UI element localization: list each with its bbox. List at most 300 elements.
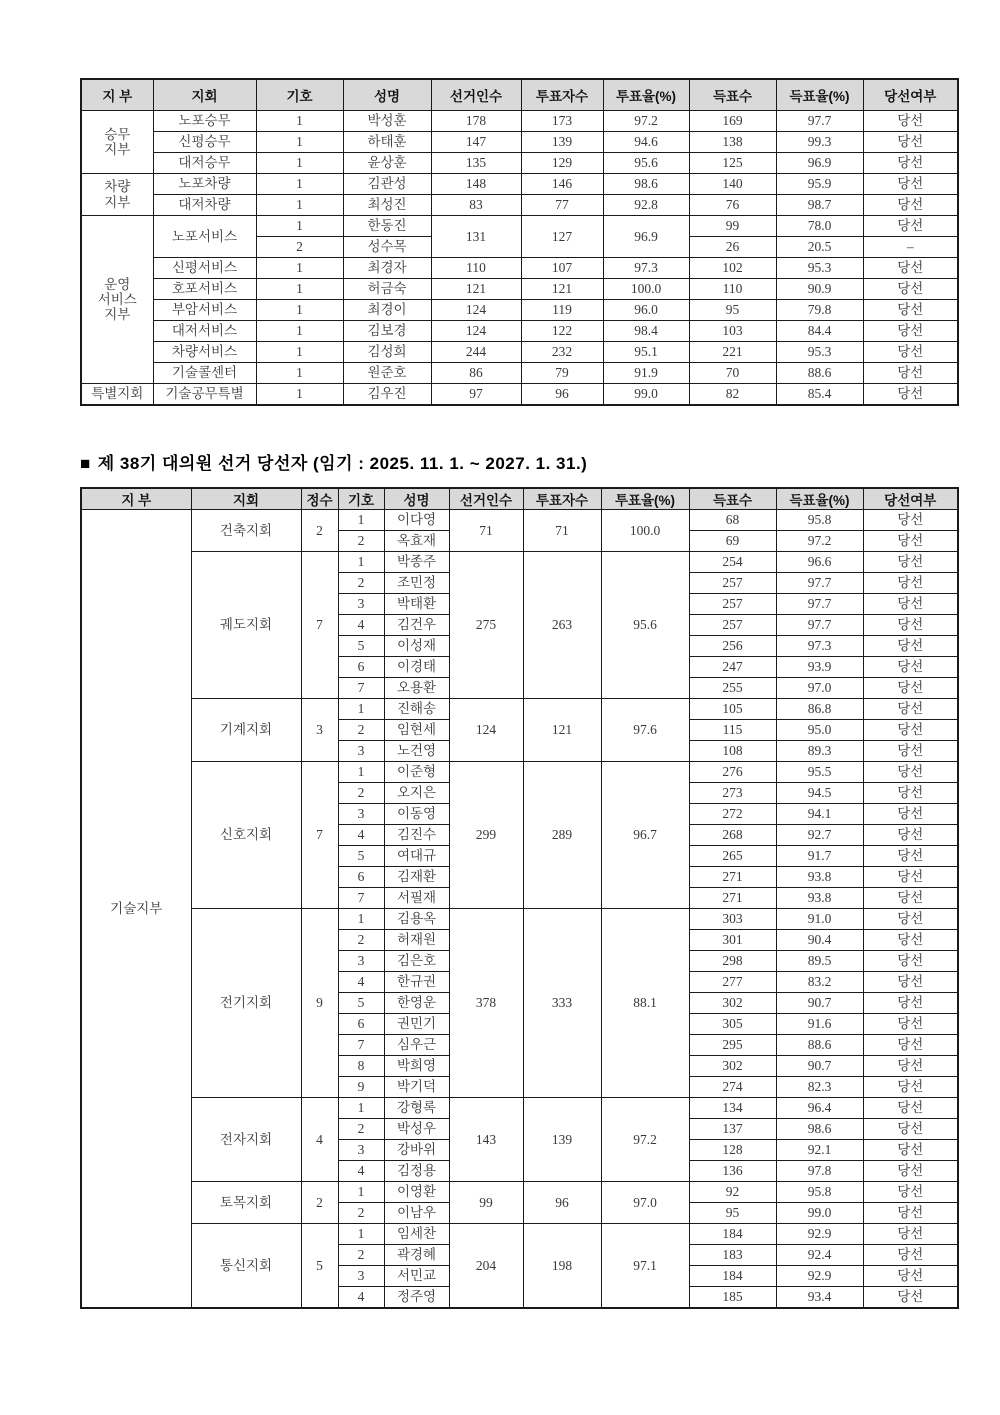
table-cell: 당선: [863, 594, 958, 615]
table-cell: 95.6: [603, 153, 689, 174]
table-cell: 79: [521, 363, 603, 384]
table-cell: 97: [431, 384, 521, 406]
table-header: [81, 488, 958, 510]
table-cell: 131: [431, 216, 521, 258]
table-cell: 박종주: [384, 552, 449, 573]
table-cell: 92.4: [776, 1245, 863, 1266]
table-cell: 당선: [863, 1035, 958, 1056]
table-cell: 295: [689, 1035, 776, 1056]
table-cell: 윤상훈: [343, 153, 431, 174]
table-cell: 71: [449, 510, 523, 552]
table-cell: 138: [689, 132, 776, 153]
table-cell: 96: [521, 384, 603, 406]
table-cell: 박기덕: [384, 1077, 449, 1098]
table-cell: 71: [523, 510, 601, 552]
table-cell: 98.4: [603, 321, 689, 342]
table-cell: 96.0: [603, 300, 689, 321]
table-cell: 129: [521, 153, 603, 174]
table-cell: 당선: [863, 531, 958, 552]
table-cell: 97.0: [601, 1182, 689, 1224]
table-cell: 2: [256, 237, 343, 258]
table-cell: 당선: [863, 195, 958, 216]
header-row: [81, 79, 958, 111]
table-cell: 김관성: [343, 174, 431, 195]
table-cell: 당선: [863, 1056, 958, 1077]
table-cell: 333: [523, 909, 601, 1098]
table-cell: 당선: [863, 804, 958, 825]
table-cell: 92.9: [776, 1266, 863, 1287]
table-cell: 조민정: [384, 573, 449, 594]
table-row: [81, 1098, 958, 1119]
table-cell: 당선: [863, 1266, 958, 1287]
table-cell: 82.3: [776, 1077, 863, 1098]
table-cell: 68: [689, 510, 776, 531]
table-cell: 103: [689, 321, 776, 342]
table-cell: 당선: [863, 174, 958, 195]
table-cell: 2: [338, 930, 384, 951]
table-cell: 1: [338, 510, 384, 531]
table-cell: 당선: [863, 846, 958, 867]
section-title: [80, 449, 960, 474]
table-cell: 99.3: [776, 132, 863, 153]
table-cell: 6: [338, 867, 384, 888]
table-cell: 88.6: [776, 363, 863, 384]
table-cell: 4: [338, 825, 384, 846]
table-cell: 전기지회: [191, 909, 301, 1098]
table-cell: 128: [689, 1140, 776, 1161]
table-cell: 당선: [863, 1182, 958, 1203]
table-cell: 당선: [863, 1224, 958, 1245]
table-cell: 137: [689, 1119, 776, 1140]
table-cell: 204: [449, 1224, 523, 1309]
column-header: 투표자수: [521, 79, 603, 111]
table-cell: 차량서비스: [153, 342, 256, 363]
table-cell: 91.0: [776, 909, 863, 930]
table-cell: 92.7: [776, 825, 863, 846]
table-cell: 당선: [863, 1203, 958, 1224]
table-cell: 심우근: [384, 1035, 449, 1056]
table-cell: 277: [689, 972, 776, 993]
table-header: [81, 79, 958, 111]
table-cell: 차량 지부: [81, 174, 153, 216]
delegate-results-table-upper: [80, 78, 959, 406]
table-cell: 신호지회: [191, 762, 301, 909]
table-cell: 7: [301, 552, 338, 699]
table-cell: 당선: [863, 1098, 958, 1119]
table-cell: 원준호: [343, 363, 431, 384]
table-cell: 97.0: [776, 678, 863, 699]
table-cell: 1: [256, 132, 343, 153]
table-cell: 95.3: [776, 342, 863, 363]
table-cell: 184: [689, 1224, 776, 1245]
table-cell: 7: [301, 762, 338, 909]
table-cell: 최성진: [343, 195, 431, 216]
table-cell: 169: [689, 111, 776, 132]
table-cell: 97.7: [776, 615, 863, 636]
table-cell: 허금숙: [343, 279, 431, 300]
table-cell: 93.4: [776, 1287, 863, 1309]
table-cell: 이성재: [384, 636, 449, 657]
column-header: 지회: [153, 79, 256, 111]
table-cell: 184: [689, 1266, 776, 1287]
table-cell: 93.9: [776, 657, 863, 678]
table-cell: 이준형: [384, 762, 449, 783]
table-cell: –: [863, 237, 958, 258]
table-cell: 69: [689, 531, 776, 552]
table-cell: 7: [338, 1035, 384, 1056]
table-cell: 95: [689, 300, 776, 321]
table-cell: 110: [431, 258, 521, 279]
table-cell: 한영운: [384, 993, 449, 1014]
table-cell: 82: [689, 384, 776, 406]
table-cell: 당선: [863, 363, 958, 384]
table-cell: 1: [338, 1098, 384, 1119]
table-cell: 이남우: [384, 1203, 449, 1224]
table-cell: 김정용: [384, 1161, 449, 1182]
table-cell: 97.7: [776, 573, 863, 594]
table-cell: 4: [338, 972, 384, 993]
table-cell: 254: [689, 552, 776, 573]
table-cell: 1: [256, 111, 343, 132]
table-cell: 대저승무: [153, 153, 256, 174]
table-cell: 당선: [863, 279, 958, 300]
table-row: [81, 216, 958, 237]
table-cell: 3: [338, 804, 384, 825]
table-cell: 2: [338, 531, 384, 552]
table-cell: 1: [256, 153, 343, 174]
table-cell: 당선: [863, 300, 958, 321]
table-cell: 당선: [863, 888, 958, 909]
table-cell: 257: [689, 615, 776, 636]
table-cell: 1: [338, 552, 384, 573]
table-cell: 정주영: [384, 1287, 449, 1309]
table-cell: 김진수: [384, 825, 449, 846]
table-row: [81, 300, 958, 321]
table-cell: 당선: [863, 1077, 958, 1098]
table-cell: 당선: [863, 699, 958, 720]
table-cell: 당선: [863, 1245, 958, 1266]
table-cell: 124: [431, 321, 521, 342]
table-cell: 궤도지회: [191, 552, 301, 699]
table-cell: 진해송: [384, 699, 449, 720]
table-cell: 185: [689, 1287, 776, 1309]
table-cell: 당선: [863, 132, 958, 153]
table-cell: 당선: [863, 678, 958, 699]
table-row: [81, 762, 958, 783]
table-cell: 83.2: [776, 972, 863, 993]
table-cell: 378: [449, 909, 523, 1098]
table-cell: 당선: [863, 342, 958, 363]
table-cell: 신평서비스: [153, 258, 256, 279]
table-cell: 3: [338, 1266, 384, 1287]
table-cell: 당선: [863, 720, 958, 741]
table-cell: 26: [689, 237, 776, 258]
table-row: [81, 552, 958, 573]
table-cell: 102: [689, 258, 776, 279]
table-cell: 143: [449, 1098, 523, 1182]
table-cell: 하태훈: [343, 132, 431, 153]
table-cell: 노건영: [384, 741, 449, 762]
table-cell: 148: [431, 174, 521, 195]
table-row: [81, 1182, 958, 1203]
table-cell: 91.7: [776, 846, 863, 867]
table-cell: 대저서비스: [153, 321, 256, 342]
table-cell: 당선: [863, 909, 958, 930]
table-cell: 전자지회: [191, 1098, 301, 1182]
table-cell: 김용옥: [384, 909, 449, 930]
table-cell: 92: [689, 1182, 776, 1203]
table-row: [81, 909, 958, 930]
square-bullet-icon: ■: [80, 454, 91, 473]
table-cell: 257: [689, 573, 776, 594]
table-cell: 2: [301, 510, 338, 552]
table-cell: 이다영: [384, 510, 449, 531]
table-cell: 84.4: [776, 321, 863, 342]
table-cell: 1: [256, 258, 343, 279]
table-cell: 박성훈: [343, 111, 431, 132]
table-cell: 97.7: [776, 111, 863, 132]
table-cell: 96: [523, 1182, 601, 1224]
table-cell: 110: [689, 279, 776, 300]
table-cell: 7: [338, 678, 384, 699]
table-cell: 139: [521, 132, 603, 153]
table-cell: 86: [431, 363, 521, 384]
table-cell: 83: [431, 195, 521, 216]
table-cell: 김건우: [384, 615, 449, 636]
table-cell: 96.4: [776, 1098, 863, 1119]
table-cell: 박성우: [384, 1119, 449, 1140]
table-cell: 91.6: [776, 1014, 863, 1035]
column-header: 투표자수: [523, 488, 601, 510]
table-row: [81, 321, 958, 342]
table-cell: 77: [521, 195, 603, 216]
table-cell: 298: [689, 951, 776, 972]
table-cell: 노포차량: [153, 174, 256, 195]
table-cell: 91.9: [603, 363, 689, 384]
table-cell: 1: [256, 342, 343, 363]
table-cell: 99.0: [603, 384, 689, 406]
table-cell: 89.3: [776, 741, 863, 762]
column-header: 투표율(%): [601, 488, 689, 510]
table-cell: 303: [689, 909, 776, 930]
table-cell: 노포서비스: [153, 216, 256, 258]
table-cell: 96.9: [776, 153, 863, 174]
table-cell: 271: [689, 888, 776, 909]
table-cell: 당선: [863, 573, 958, 594]
table-cell: 134: [689, 1098, 776, 1119]
table-cell: 2: [338, 1203, 384, 1224]
column-header: 지 부: [81, 79, 153, 111]
table-cell: 95.6: [601, 552, 689, 699]
table-cell: 당선: [863, 321, 958, 342]
table-cell: 95.9: [776, 174, 863, 195]
table-cell: 기술지부: [81, 510, 191, 1309]
table-cell: 최경이: [343, 300, 431, 321]
table-cell: 한동진: [343, 216, 431, 237]
table-cell: 121: [523, 699, 601, 762]
table-cell: 97.2: [601, 1098, 689, 1182]
table-cell: 서민교: [384, 1266, 449, 1287]
table-cell: 275: [449, 552, 523, 699]
column-header: 득표율(%): [776, 79, 863, 111]
table-cell: 기술공무특별: [153, 384, 256, 406]
table-cell: 97.2: [776, 531, 863, 552]
table-cell: 여대규: [384, 846, 449, 867]
table-cell: 135: [431, 153, 521, 174]
column-header: 성명: [384, 488, 449, 510]
table-cell: 5: [301, 1224, 338, 1309]
table-cell: 79.8: [776, 300, 863, 321]
table-cell: 당선: [863, 930, 958, 951]
table-cell: 박희영: [384, 1056, 449, 1077]
table-cell: 221: [689, 342, 776, 363]
table-cell: 90.7: [776, 993, 863, 1014]
table-cell: 건축지회: [191, 510, 301, 552]
column-header: 선거인수: [431, 79, 521, 111]
table-row: [81, 510, 958, 531]
table-cell: 1: [338, 762, 384, 783]
table-row: [81, 195, 958, 216]
column-header: 선거인수: [449, 488, 523, 510]
table-cell: 70: [689, 363, 776, 384]
table-cell: 당선: [863, 951, 958, 972]
table-cell: 263: [523, 552, 601, 699]
table-cell: 5: [338, 993, 384, 1014]
table-cell: 강바위: [384, 1140, 449, 1161]
table-cell: 8: [338, 1056, 384, 1077]
table-cell: 1: [338, 1182, 384, 1203]
table-cell: 3: [338, 594, 384, 615]
table-cell: 95.3: [776, 258, 863, 279]
table-body: [81, 510, 958, 1309]
table-cell: 122: [521, 321, 603, 342]
table-cell: 100.0: [603, 279, 689, 300]
table-cell: 권민기: [384, 1014, 449, 1035]
table-cell: 운영 서비스 지부: [81, 216, 153, 384]
table-cell: 김보경: [343, 321, 431, 342]
table-cell: 90.4: [776, 930, 863, 951]
table-cell: 99.0: [776, 1203, 863, 1224]
table-cell: 당선: [863, 741, 958, 762]
table-cell: 94.6: [603, 132, 689, 153]
table-cell: 136: [689, 1161, 776, 1182]
table-cell: 대저차량: [153, 195, 256, 216]
column-header: 당선여부: [863, 79, 958, 111]
table-cell: 당선: [863, 972, 958, 993]
table-cell: 89.5: [776, 951, 863, 972]
table-cell: 3: [338, 951, 384, 972]
table-cell: 당선: [863, 384, 958, 406]
table-cell: 당선: [863, 258, 958, 279]
table-cell: 옥효재: [384, 531, 449, 552]
table-cell: 승무 지부: [81, 111, 153, 174]
table-cell: 198: [523, 1224, 601, 1309]
table-cell: 244: [431, 342, 521, 363]
table-cell: 139: [523, 1098, 601, 1182]
table-cell: 당선: [863, 1161, 958, 1182]
table-cell: 108: [689, 741, 776, 762]
table-cell: 당선: [863, 993, 958, 1014]
section-title-text: 제 38기 대의원 선거 당선자 (임기 : 2025. 11. 1. ~ 2027. 1. 31.): [97, 454, 588, 473]
table-cell: 88.1: [601, 909, 689, 1098]
table-cell: 97.2: [603, 111, 689, 132]
table-body: [81, 111, 958, 406]
table-cell: 6: [338, 1014, 384, 1035]
table-cell: 1: [256, 300, 343, 321]
table-cell: 93.8: [776, 867, 863, 888]
table-cell: 119: [521, 300, 603, 321]
table-cell: 김재환: [384, 867, 449, 888]
table-row: [81, 174, 958, 195]
column-header: 득표수: [689, 488, 776, 510]
column-header: 기호: [338, 488, 384, 510]
table-cell: 271: [689, 867, 776, 888]
table-cell: 86.8: [776, 699, 863, 720]
table-cell: 부암서비스: [153, 300, 256, 321]
table-cell: 99: [449, 1182, 523, 1224]
table-cell: 토목지회: [191, 1182, 301, 1224]
table-cell: 오지은: [384, 783, 449, 804]
table-cell: 97.8: [776, 1161, 863, 1182]
table-cell: 274: [689, 1077, 776, 1098]
table-cell: 최경자: [343, 258, 431, 279]
table-row: [81, 153, 958, 174]
table-cell: 97.3: [603, 258, 689, 279]
table-cell: 당선: [863, 615, 958, 636]
table-cell: 107: [521, 258, 603, 279]
table-cell: 당선: [863, 111, 958, 132]
table-cell: 당선: [863, 657, 958, 678]
table-cell: 이경태: [384, 657, 449, 678]
table-cell: 85.4: [776, 384, 863, 406]
table-row: [81, 279, 958, 300]
table-cell: 302: [689, 1056, 776, 1077]
table-cell: 서필재: [384, 888, 449, 909]
table-cell: 1: [338, 1224, 384, 1245]
table-cell: 127: [521, 216, 603, 258]
table-cell: 3: [338, 741, 384, 762]
table-cell: 당선: [863, 153, 958, 174]
table-cell: 97.6: [601, 699, 689, 762]
table-cell: 78.0: [776, 216, 863, 237]
table-cell: 88.6: [776, 1035, 863, 1056]
table-cell: 302: [689, 993, 776, 1014]
table-cell: 2: [338, 720, 384, 741]
table-cell: 노포승무: [153, 111, 256, 132]
table-cell: 299: [449, 762, 523, 909]
table-cell: 당선: [863, 1287, 958, 1309]
table-cell: 98.6: [603, 174, 689, 195]
table-cell: 100.0: [601, 510, 689, 552]
table-cell: 박태환: [384, 594, 449, 615]
table-cell: 96.6: [776, 552, 863, 573]
table-cell: 호포서비스: [153, 279, 256, 300]
table-cell: 2: [338, 573, 384, 594]
table-cell: 당선: [863, 510, 958, 531]
table-cell: 301: [689, 930, 776, 951]
table-cell: 92.8: [603, 195, 689, 216]
table-cell: 125: [689, 153, 776, 174]
table-cell: 5: [338, 636, 384, 657]
table-cell: 273: [689, 783, 776, 804]
table-cell: 97.1: [601, 1224, 689, 1309]
table-cell: 276: [689, 762, 776, 783]
table-cell: 95.1: [603, 342, 689, 363]
table-cell: 4: [301, 1098, 338, 1182]
table-cell: 178: [431, 111, 521, 132]
table-cell: 이영환: [384, 1182, 449, 1203]
table-cell: 2: [338, 1245, 384, 1266]
